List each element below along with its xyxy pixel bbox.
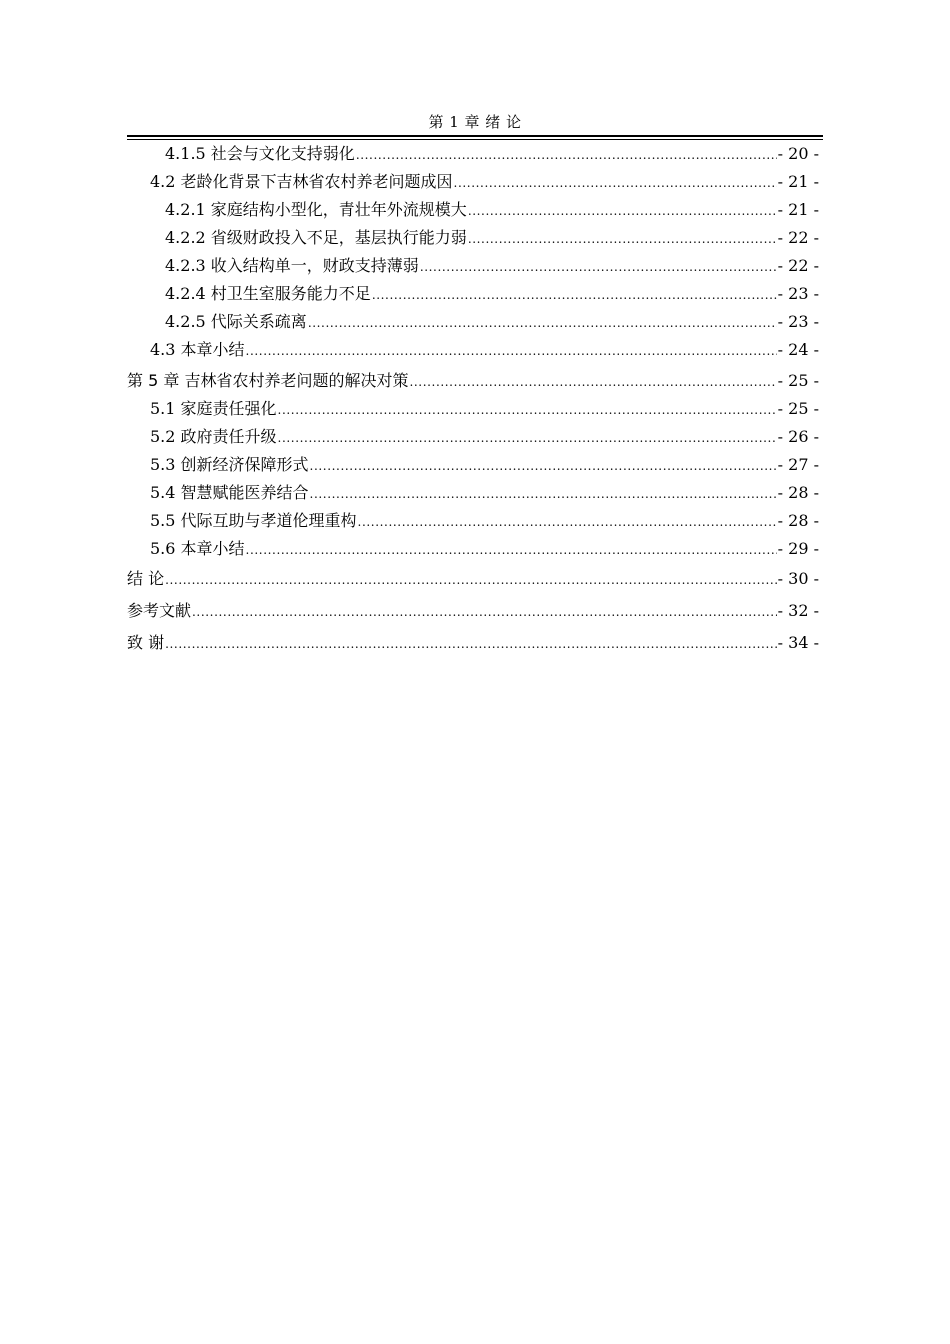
toc-entry-page: - 20 - [777,144,819,163]
toc-dot-leader [165,628,777,660]
toc-entry-title: 致 谢 [127,633,165,652]
toc-entry[interactable] [127,224,819,252]
toc-entry[interactable] [127,507,819,535]
toc-entry-page: - 23 - [777,312,819,331]
toc-entry-title: 4.2.4 村卫生室服务能力不足 [165,284,371,303]
toc-entry[interactable] [127,479,819,507]
toc-entry-title: 4.2.1 家庭结构小型化，青壮年外流规模大 [165,200,467,219]
toc-entry-title: 4.2.2 省级财政投入不足，基层执行能力弱 [165,228,467,247]
toc-entry-page: - 21 - [777,200,819,219]
toc-dot-leader [278,424,777,452]
toc-entry[interactable] [127,423,819,451]
toc-dot-leader [278,396,777,424]
toc-entry-chapter[interactable] [127,367,819,395]
toc-entry-page: - 22 - [777,256,819,275]
toc-dot-leader [358,508,777,536]
toc-entry[interactable] [127,308,819,336]
toc-entry-page: - 27 - [777,455,819,474]
table-of-contents [127,140,819,659]
toc-entry[interactable] [127,395,819,423]
toc-entry-title: 5.3 创新经济保障形式 [150,455,309,474]
toc-dot-leader [308,309,777,337]
toc-dot-leader [468,225,777,253]
toc-entry[interactable] [127,140,819,168]
toc-entry-page: - 21 - [777,172,819,191]
toc-dot-leader [192,596,777,628]
toc-entry-page: - 23 - [777,284,819,303]
toc-entry-title: 5.4 智慧赋能医养结合 [150,483,309,502]
toc-entry[interactable] [127,451,819,479]
toc-dot-leader [420,253,777,281]
toc-entry[interactable] [127,196,819,224]
toc-dot-leader [310,480,777,508]
toc-dot-leader [356,141,777,169]
toc-entry-chapter[interactable] [127,595,819,627]
toc-dot-leader [310,452,777,480]
toc-entry-page: - 25 - [777,371,819,390]
toc-entry-title: 4.2.5 代际关系疏离 [165,312,307,331]
toc-entry-page: - 32 - [777,601,819,620]
toc-entry[interactable] [127,280,819,308]
toc-entry[interactable] [127,336,819,364]
toc-entry-page: - 34 - [777,633,819,652]
toc-entry[interactable] [127,168,819,196]
toc-entry-title: 4.2.3 收入结构单一，财政支持薄弱 [165,256,419,275]
toc-entry-title: 5.1 家庭责任强化 [150,399,277,418]
toc-entry-page: - 29 - [777,539,819,558]
toc-dot-leader [246,337,777,365]
toc-entry-page: - 22 - [777,228,819,247]
toc-entry-title: 第 5 章 吉林省农村养老问题的解决对策 [127,371,409,390]
toc-entry-chapter[interactable] [127,627,819,659]
toc-entry-title: 5.5 代际互助与孝道伦理重构 [150,511,357,530]
toc-entry[interactable] [127,535,819,563]
toc-entry-page: - 24 - [777,340,819,359]
toc-entry-title: 5.6 本章小结 [150,539,245,558]
toc-entry-title: 4.3 本章小结 [150,340,245,359]
toc-entry-page: - 25 - [777,399,819,418]
header-rule-thick [127,135,823,137]
toc-entry-page: - 28 - [777,511,819,530]
toc-entry-title: 5.2 政府责任升级 [150,427,277,446]
toc-entry-page: - 30 - [777,569,819,588]
toc-dot-leader [454,169,777,197]
toc-dot-leader [409,368,776,396]
toc-entry-title: 4.1.5 社会与文化支持弱化 [165,144,355,163]
toc-entry-page: - 28 - [777,483,819,502]
toc-dot-leader [246,536,777,564]
toc-entry-chapter[interactable] [127,563,819,595]
toc-entry-title: 4.2 老龄化背景下吉林省农村养老问题成因 [150,172,453,191]
toc-dot-leader [372,281,777,309]
toc-entry-title: 结 论 [127,569,165,588]
toc-entry[interactable] [127,252,819,280]
toc-dot-leader [165,564,777,596]
toc-dot-leader [468,197,777,225]
toc-entry-page: - 26 - [777,427,819,446]
running-header: 第 1 章 绪 论 [428,113,522,131]
toc-entry-title: 参考文献 [127,601,192,620]
